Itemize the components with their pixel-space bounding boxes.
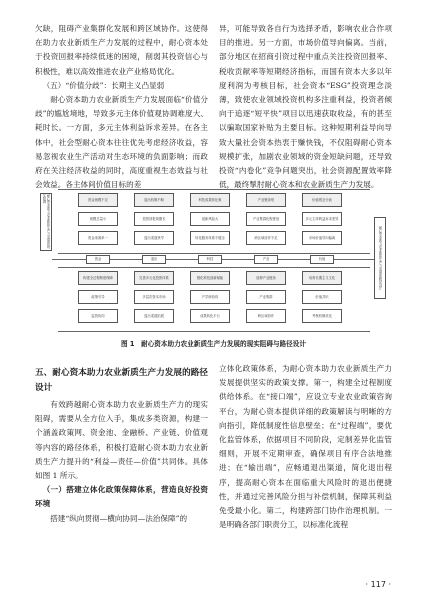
path-detail-box: 多层次资本市场 — [134, 290, 174, 304]
path-box: 培育长期主义文化 — [302, 271, 342, 285]
figure-caption: 图 1 耐心资本助力农业新质生产力发展的现实阻碍与路径设计 — [121, 340, 306, 348]
paragraph: 耐心资本助力农业新质生产力发展面临“价值分歧”的尴尬境地，导致多元主体价值观协调难度大、耗时长。一方面，多元主体利益诉求差异。在各主体中，社会型耐心资本往往优先考虑经济收益，容易忽视农业生产活动对生态环境的负面影响；而政府在关注经济收益的同时，高度重视生态效益与社会效益。各主体间价值目标的差 — [35, 95, 208, 190]
obstacle-box: 价值观念分歧 — [302, 193, 342, 207]
subsection-heading: （五）“价值分歧”：长期主义凸显弱 — [42, 80, 165, 90]
path-box: 构建全过程制度保障 — [78, 271, 118, 285]
figure-1-flowchart — [34, 179, 394, 335]
path-box: 延伸产业链条 — [246, 271, 286, 285]
obstacle-box: 资金规模不足 — [78, 193, 118, 207]
paragraph: 异，可能导致各自行为选择矛盾，影响农业合作项目的推进。另一方面，市场价值导向偏离。当前，部分地区在招商引资过程中重点关注投资回报率、税收贡献率等短期经济指标，而国有资本大多以年度利润为考核目标，社会资本“ESG”投资理念淡薄，致使农业领域投资机构多注重利益，投资者倾向于追逐“短平快”项目以迅速获取收益，有的甚至以骗取国家补贴为主要目标。这种短期利益导向导致大量社会资本热衷于赚快钱，不仅阻碍耐心资本规模扩张，加剧农业领域的资金短缺问题，还导致投资“内卷化”竞争问题突出，社会资源配置效率降低，最终掣肘耐心资本和农业新质生产力发展。 — [219, 24, 392, 190]
dimension-box: 资金 — [86, 255, 110, 264]
figure-left-label: 耐心资本助力农业新质生产力发展的现实阻碍 — [40, 193, 52, 251]
path-box: 强化科技创新赋能 — [190, 271, 230, 285]
dimension-box: 退出 — [142, 255, 166, 264]
path-detail-box: 监管协同 — [78, 309, 118, 323]
paragraph: 搭建“纵向贯彻—横向协同—法治保障”的 — [50, 513, 188, 523]
section-heading: 五、耐心资本助力农业新质生产力发展的路径设计 — [35, 368, 208, 393]
dimension-box: 价值 — [310, 255, 334, 264]
paragraph: 立体化政策体系，为耐心资本助力农业新质生产力发展提供坚实的政策支撑。第一，构建全过程制度供给体系。在“接口端”，应设立专业农业政策咨询平台，为耐心资本提供详细的政策解读与明晰的方向指引，降低制度性信息壁垒；在“过程端”，要优化监管体系，依据项目不同阶段，定制差异化监管细则，开展不定期审查，确保项目有序合法地推进；在“输出端”，应畅通退出渠道，简化退出程序，提高耐心资本在面临重大风险时的退出便捷性，并通过完善风险分担与补偿机制，保障其利益免受最小化。第二，构建跨部门协作治理机制。一是明确各部门职责分工，以标准化流程 — [219, 364, 392, 530]
path-detail-box: 跨区域协作 — [246, 309, 286, 323]
obstacle-detail-box: 跨区域协作不足 — [246, 231, 286, 245]
obstacle-detail-box: 多元主体利益诉求差异 — [302, 212, 342, 226]
text-column-bottom-right — [219, 362, 392, 532]
text-column-top-right — [219, 22, 392, 192]
path-detail-box: 政策引导 — [78, 290, 118, 304]
obstacle-detail-box: 投资回报周期长 — [134, 212, 174, 226]
page-number: · 117 · — [365, 580, 391, 589]
path-detail-box: 产业集群 — [246, 290, 286, 304]
obstacle-detail-box: 资金来源单一 — [78, 231, 118, 245]
subsection-heading: （一）搭建立体化政策保障体系，营造良好投资环境 — [35, 485, 208, 509]
path-detail-box: 成果转化平台 — [190, 309, 230, 323]
paragraph: 欠缺，阻碍产业集群化发展和跨区域协作。这使得在助力农业新质生产力发展的过程中，耐心资本处于投资回报率持续低迷的困境，削弱其投资信心与积极性，难以高效推进农业产业格局优化。 — [35, 24, 208, 76]
obstacle-detail-box: 创新风险大 — [190, 212, 230, 226]
figure-right-label: 耐心资本助力农业新质生产力发展的路径设计 — [374, 217, 386, 299]
paragraph: 有效跨越耐心资本助力农业新质生产力的现实阻碍，需要从全方位入手，集成多类资源，构建一个涵盖政策网、资金池、金融桥、产业链、价值观等内容的路径体系，积极打造耐心资本助力农业新质生产力提升的“利益—责任—价值”共同体。具体如图 1 所示。 — [35, 400, 208, 481]
obstacle-box: 退出机制不畅 — [134, 193, 174, 207]
path-box: 完善多元化投资体系 — [134, 271, 174, 285]
path-detail-box: 价值共识 — [302, 290, 342, 304]
obstacle-detail-box: 转化服务体系不健全 — [190, 231, 230, 245]
dimension-box: 科技 — [198, 255, 222, 264]
path-detail-box: 退出渠道拓展 — [134, 309, 174, 323]
obstacle-detail-box: 市场价值导向偏离 — [302, 231, 342, 245]
path-detail-box: 考核机制优化 — [302, 309, 342, 323]
path-detail-box: 产学研协同 — [190, 290, 230, 304]
text-column-bottom-left — [35, 362, 208, 526]
obstacle-detail-box: 产业集群化程度低 — [246, 212, 286, 226]
obstacle-box: 科技成果转化难 — [190, 193, 230, 207]
dimension-box: 产业 — [254, 255, 278, 264]
obstacle-detail-box: 规模总量小 — [78, 212, 118, 226]
obstacle-box: 产业链条短 — [246, 193, 286, 207]
text-column-top-left — [35, 22, 208, 192]
obstacle-detail-box: 退出渠道狭窄 — [134, 231, 174, 245]
